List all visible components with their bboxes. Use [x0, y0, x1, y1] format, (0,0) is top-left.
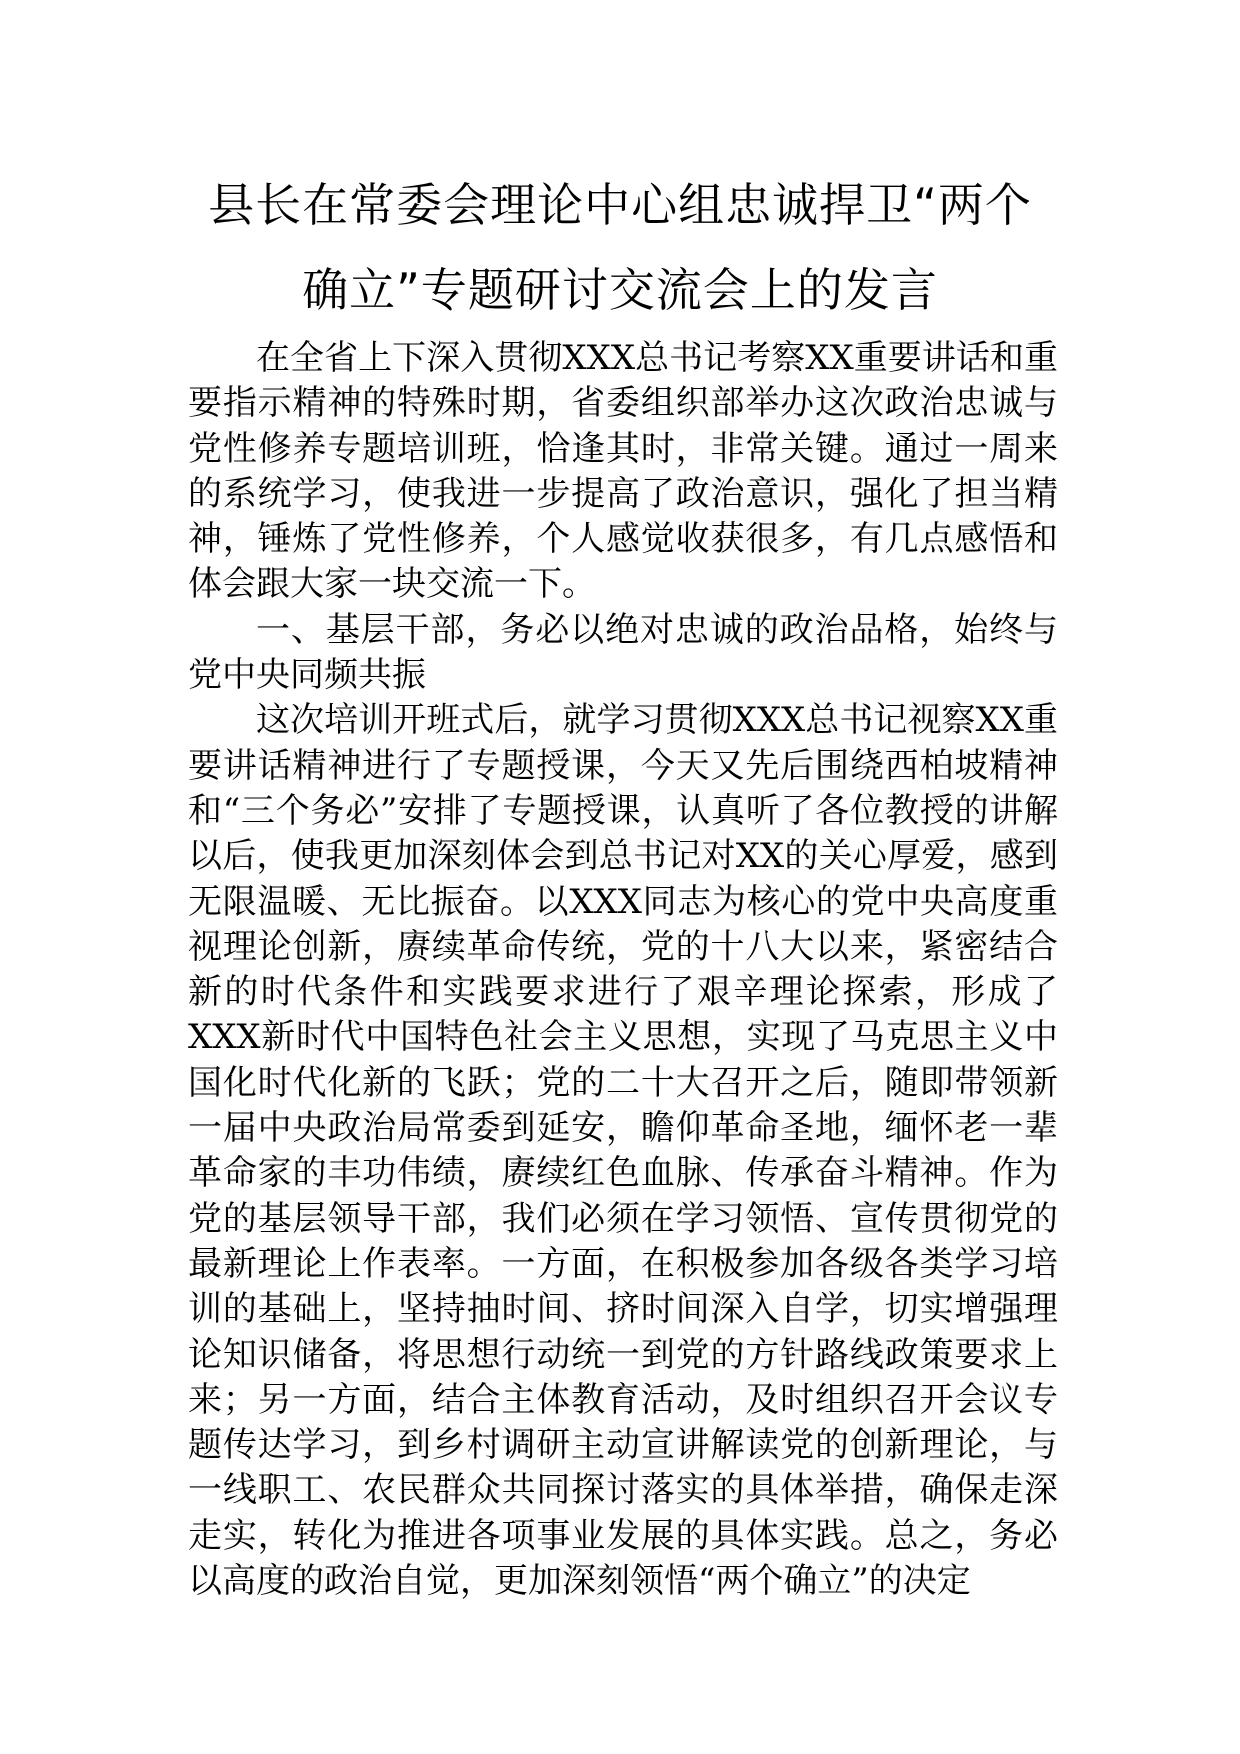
document-title-line-2: 确立”专题研讨交流会上的发言 — [302, 263, 938, 317]
document-title-line-1: 县长在常委会理论中心组忠诚捍卫“两个 — [208, 178, 1032, 232]
document-body — [188, 336, 1058, 1604]
section-heading-1: 一、基层干部，务必以绝对忠诚的政治品格，始终与党中央同频共振 — [188, 609, 1058, 696]
section-1-paragraph: 这次培训开班式后，就学习贯彻XXX总书记视察XX重要讲话精神进行了专题授课，今天又先后围绕西柏坡精神和“三个务必”安排了专题授课，认真听了各位教授的讲解以后，使我更加深刻体会到总书记对XX的关心厚爱，感到无限温暖、无比振奋。以XXX同志为核心的党中央高度重视理论创新，赓续革命传统，党的十八大以来，紧密结合新的时代条件和实践要求进行了艰辛理论探索，形成了XXX新时代中国特色社会主义思想，实现了马克思主义中国化时代化新的飞跃；党的二十大召开之后，随即带领新一届中央政治局常委到延安，瞻仰革命圣地，缅怀老一辈革命家的丰功伟绩，赓续红色血脉、传承奋斗精神。作为党的基层领导干部，我们必须在学习领悟、宣传贯彻党的最新理论上作表率。一方面，在积极参加各级各类学习培训的基础上，坚持抽时间、挤时间深入自学，切实增强理论知识储备，将思想行动统一到党的方针路线政策要求上来；另一方面，结合主体教育活动，及时组织召开会议专题传达学习，到乡村调研主动宣讲解读党的创新理论，与一线职工、农民群众共同探讨落实的具体举措，确保走深走实，转化为推进各项事业发展的具体实践。总之，务必以高度的政治自觉，更加深刻领悟“两个确立”的决定 — [188, 700, 1058, 1602]
intro-paragraph: 在全省上下深入贯彻XXX总书记考察XX重要讲话和重要指示精神的特殊时期，省委组织部举办这次政治忠诚与党性修养专题培训班，恰逢其时，非常关键。通过一周来的系统学习，使我进一步提高了政治意识，强化了担当精神，锤炼了党性修养，个人感觉收获很多，有几点感悟和体会跟大家一块交流一下。 — [188, 338, 1058, 605]
